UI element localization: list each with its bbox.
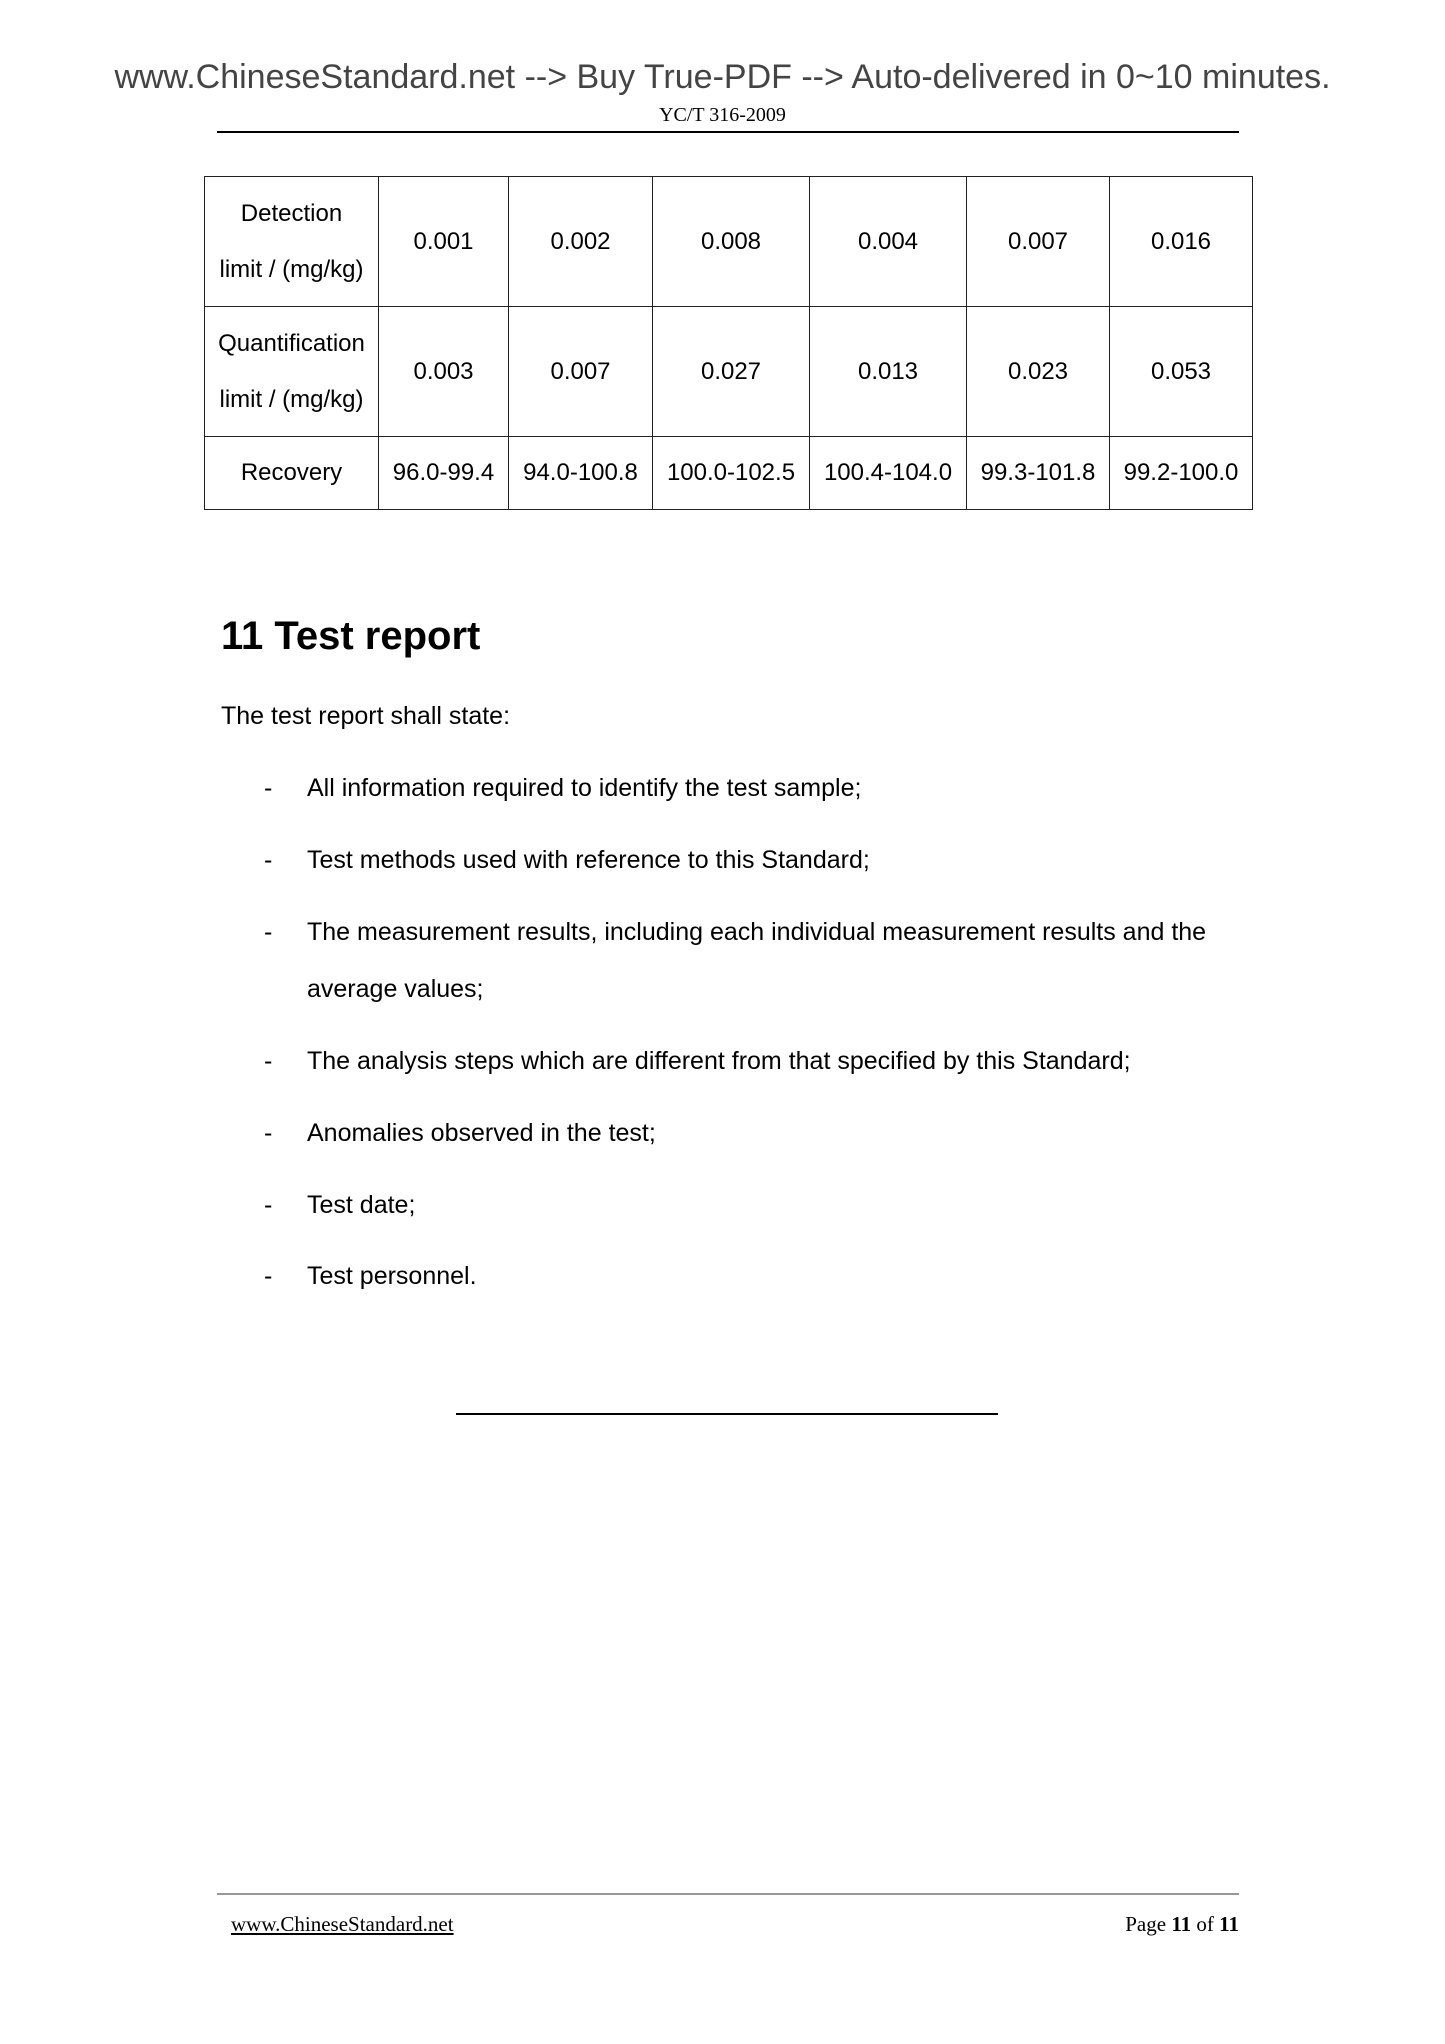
bullet-dash: - bbox=[264, 1047, 273, 1075]
list-item: Anomalies observed in the test; bbox=[307, 1119, 656, 1147]
footer-divider bbox=[217, 1893, 1239, 1895]
bullet-dash: - bbox=[264, 1119, 273, 1147]
intro-text: The test report shall state: bbox=[221, 702, 511, 730]
list-item: Test date; bbox=[307, 1191, 416, 1219]
row-label-line: limit / (mg/kg) bbox=[219, 385, 364, 413]
list-item: The analysis steps which are different from that specified by this Standard; bbox=[307, 1047, 1131, 1075]
footer-website-link[interactable]: www.ChineseStandard.net bbox=[231, 1912, 454, 1936]
results-table bbox=[204, 176, 1253, 510]
table-cell: 100.0-102.5 bbox=[653, 437, 810, 510]
table-cell: 96.0-99.4 bbox=[379, 437, 509, 510]
row-label bbox=[205, 177, 379, 307]
page-of: of bbox=[1196, 1912, 1214, 1936]
list-item: The measurement results, including each individual measurement results and the average values; bbox=[307, 918, 1207, 1003]
row-label-line: Quantification bbox=[218, 329, 365, 357]
table-cell: 0.007 bbox=[509, 307, 653, 437]
table-cell: 0.008 bbox=[653, 177, 810, 307]
bullet-dash: - bbox=[264, 1191, 273, 1219]
table-cell: 0.023 bbox=[967, 307, 1110, 437]
page-total: 11 bbox=[1219, 1912, 1239, 1936]
list-item: Test personnel. bbox=[307, 1262, 477, 1290]
table-cell: 99.3-101.8 bbox=[967, 437, 1110, 510]
row-label-line: Detection bbox=[240, 199, 343, 227]
table-cell: 0.013 bbox=[810, 307, 967, 437]
header-divider bbox=[217, 131, 1239, 133]
table-row bbox=[205, 177, 1253, 307]
end-of-document-rule bbox=[456, 1413, 998, 1415]
bullet-dash: - bbox=[264, 1262, 273, 1290]
bullet-dash: - bbox=[264, 846, 273, 874]
table-cell: 0.053 bbox=[1110, 307, 1253, 437]
table-row bbox=[205, 437, 1253, 510]
table-cell: 94.0-100.8 bbox=[509, 437, 653, 510]
list-item: All information required to identify the test sample; bbox=[307, 774, 862, 802]
table-cell: 0.027 bbox=[653, 307, 810, 437]
table-cell: 0.002 bbox=[509, 177, 653, 307]
table-cell: 0.007 bbox=[967, 177, 1110, 307]
table-cell: 0.003 bbox=[379, 307, 509, 437]
document-code: YC/T 316-2009 bbox=[659, 104, 786, 126]
row-label: Recovery bbox=[205, 437, 379, 510]
row-label bbox=[205, 307, 379, 437]
list-item: Test methods used with reference to this Standard; bbox=[307, 846, 870, 874]
table-cell: 0.001 bbox=[379, 177, 509, 307]
bullet-dash: - bbox=[264, 918, 273, 946]
section-heading: 11 Test report bbox=[221, 614, 481, 658]
table-cell: 0.016 bbox=[1110, 177, 1253, 307]
row-label-line: limit / (mg/kg) bbox=[219, 255, 364, 283]
page-number bbox=[1125, 1912, 1239, 1937]
page-current: 11 bbox=[1171, 1912, 1192, 1936]
table-cell: 99.2-100.0 bbox=[1110, 437, 1253, 510]
table-cell: 0.004 bbox=[810, 177, 967, 307]
bullet-dash: - bbox=[264, 774, 273, 802]
page-prefix: Page bbox=[1125, 1912, 1167, 1936]
table-cell: 100.4-104.0 bbox=[810, 437, 967, 510]
top-banner: www.ChineseStandard.net --> Buy True-PDF --> Auto-delivered in 0~10 minutes. bbox=[114, 58, 1331, 96]
table-row bbox=[205, 307, 1253, 437]
